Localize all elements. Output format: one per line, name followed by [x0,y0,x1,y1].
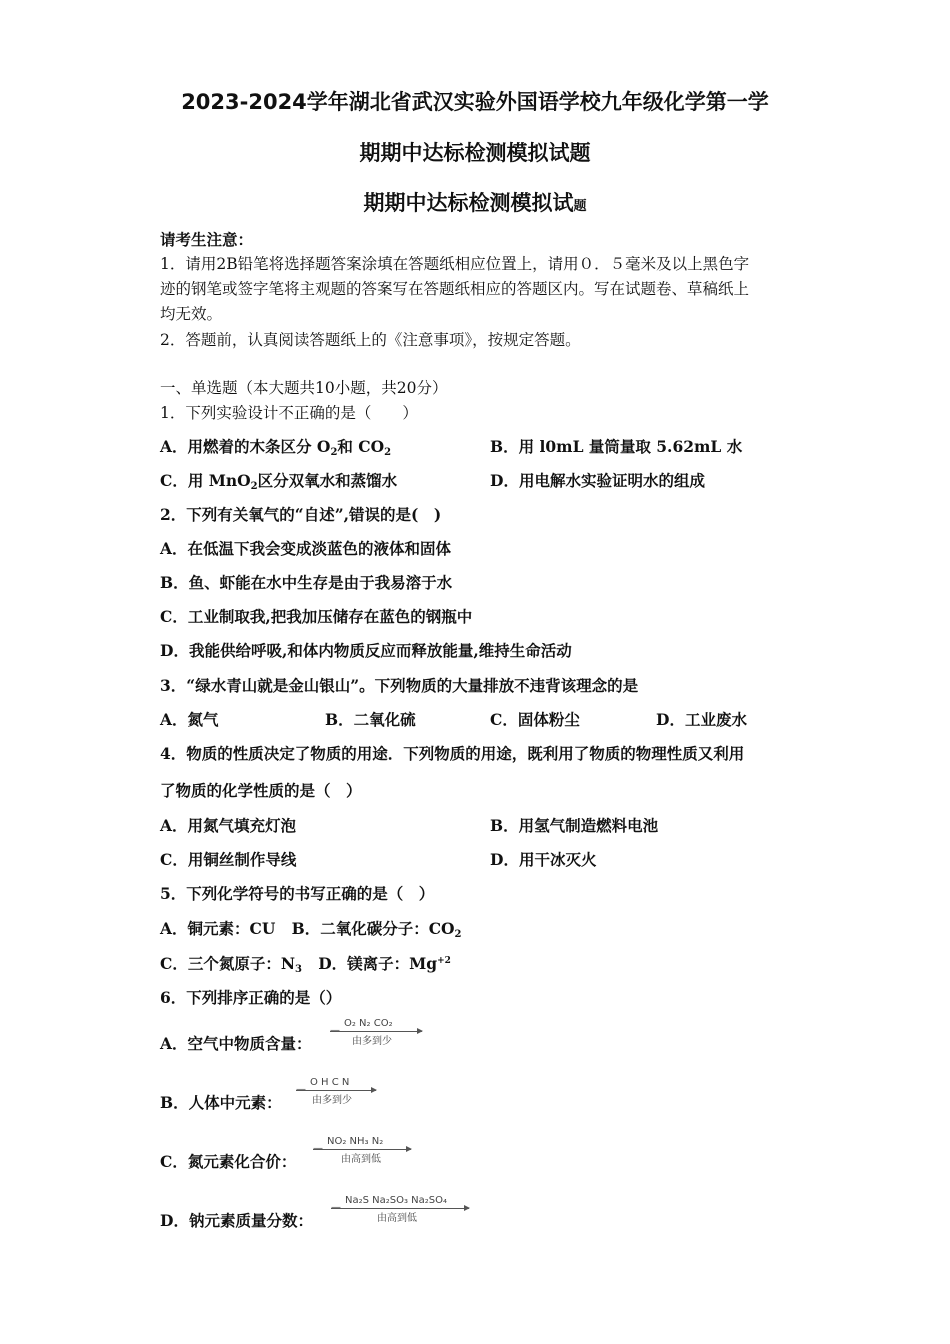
q6-option-a: A．空气中物质含量： [160,1034,312,1053]
notice-heading: 请考生注意： [160,230,254,249]
q5-stem: 5．下列化学符号的书写正确的是（ ） [160,884,435,903]
notice-item1-line2: 迹的钢笔或签字笔将主观题的答案写在答题纸相应的答题区内。写在试题卷、草稿纸上 [160,280,750,298]
q6-d-sequence-figure: Na₂S Na₂SO₃ Na₂SO₄ 由高到低 [331,1195,473,1225]
q2-option-c: C．工业制取我,把我加压储存在蓝色的钢瓶中 [160,607,473,626]
q1-option-c: C．用 MnO$_2$区分双氧水和蒸馏水 [160,471,398,492]
q5-option-d: D．镁离子：$Mg^{+2}$ [318,954,451,973]
q3-option-c: C．固体粉尘 [490,710,580,729]
q2-stem: 2．下列有关氧气的“自述”,错误的是( ) [160,505,442,524]
q1-option-b: B．用 l0mL 量筒量取 5.62mL 水 [490,437,743,456]
exam-title-line2: 期期中达标检测模拟试题 [359,141,591,165]
q6-a-sequence-figure: O₂ N₂ CO₂ 由多到少 [330,1018,425,1048]
exam-title-line3: 期期中达标检测模拟试题 [363,191,587,215]
q4-stem-line2: 了物质的化学性质的是（ ） [160,781,362,800]
q1-option-a: A．用燃着的木条区分 $O_2$和 $CO_2$ [160,437,392,458]
q6-stem: 6．下列排序正确的是（） [160,988,342,1007]
notice-item2: 2．答题前，认真阅读答题纸上的《注意事项》，按规定答题。 [160,331,581,349]
notice-item1-line3: 均无效。 [160,305,223,323]
q5-option-c: C．三个氮原子：$N_3$ [160,954,302,975]
q1-stem: 1．下列实验设计不正确的是（ ） [160,404,418,422]
q3-stem: 3．“绿水青山就是金山银山”。下列物质的大量排放不违背该理念的是 [160,676,639,695]
q4-option-c: C．用铜丝制作导线 [160,850,297,869]
q4-option-d: D．用干冰灭火 [490,850,597,869]
exam-title-line1: 2023-2024学年湖北省武汉实验外国语学校九年级化学第一学 [181,90,769,114]
q6-option-c: C．氮元素化合价： [160,1152,297,1171]
q6-option-d: D．钠元素质量分数： [160,1211,313,1230]
q4-option-b: B．用氢气制造燃料电池 [490,816,659,835]
q3-option-d: D．工业废水 [656,710,747,729]
q5-option-b: B．二氧化碳分子：$CO_2$ [291,919,462,940]
q2-option-a: A．在低温下我会变成淡蓝色的液体和固体 [160,539,452,558]
q6-option-b: B．人体中元素： [160,1093,282,1112]
q4-option-a: A．用氮气填充灯泡 [160,816,297,835]
q2-option-b: B．鱼、虾能在水中生存是由于我易溶于水 [160,573,453,592]
q3-option-a: A．氮气 [160,710,219,729]
q4-stem-line1: 4．物质的性质决定了物质的用途．下列物质的用途，既利用了物质的物理性质又利用 [160,744,745,763]
q5-options-cd [160,952,451,975]
q2-option-d: D．我能供给呼吸,和体内物质反应而释放能量,维持生命活动 [160,641,572,660]
section-heading: 一、单选题（本大题共10小题，共20分） [160,379,448,397]
notice-item1-line1: 1．请用2B铅笔将选择题答案涂填在答题纸相应位置上，请用０．５毫米及以上黑色字 [160,255,750,273]
q5-option-a: A．铜元素：CU [160,919,276,938]
q6-b-sequence-figure: O H C N 由多到少 [296,1077,380,1107]
q1-option-d: D．用电解水实验证明水的组成 [490,471,705,490]
q6-c-sequence-figure: NO₂ NH₃ N₂ 由高到低 [313,1136,415,1166]
q5-options-ab [160,917,462,940]
q3-option-b: B．二氧化硫 [325,710,416,729]
